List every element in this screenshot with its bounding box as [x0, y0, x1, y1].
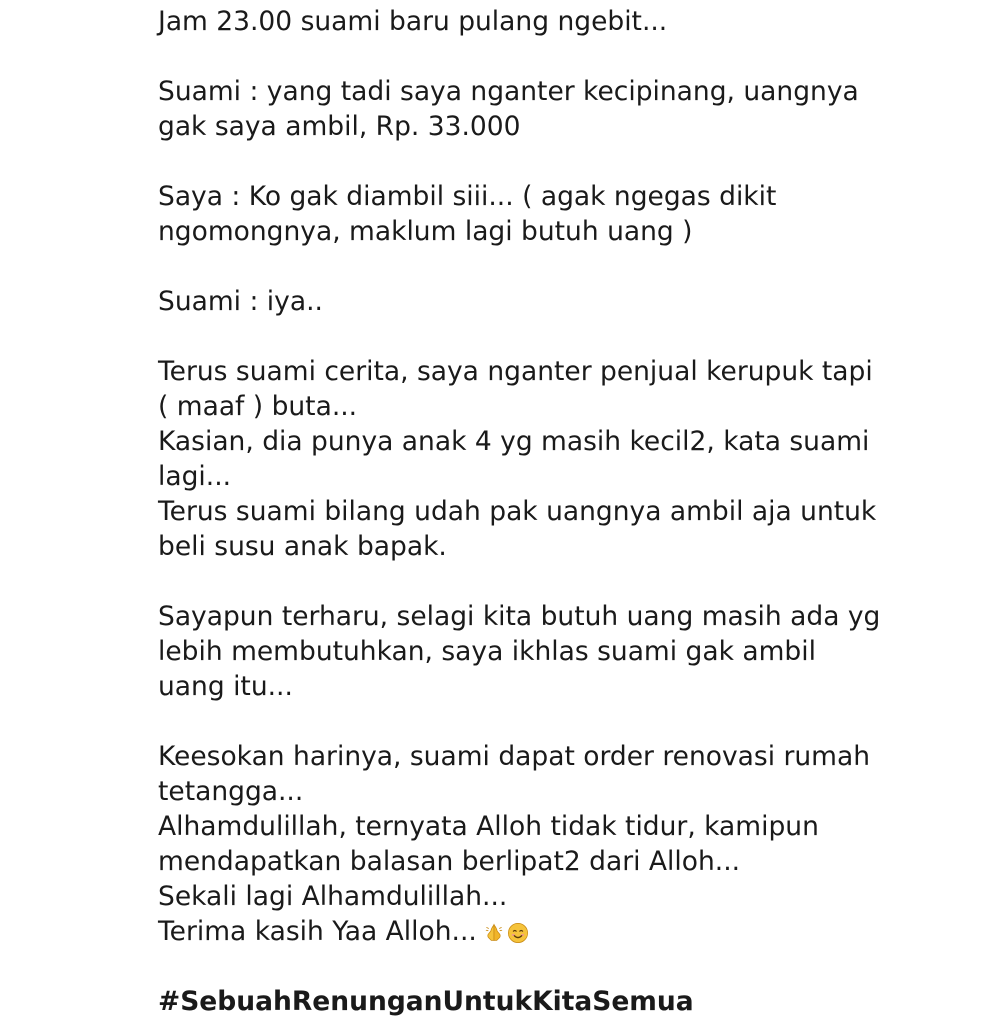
hashtag-text: #SebuahRenunganUntukKitaSemua: [158, 986, 694, 1017]
paragraph-husband-1: [158, 74, 859, 144]
text-line: ngomongnya, maklum lagi butuh uang ): [158, 216, 693, 247]
text-line: Sayapun terharu, selagi kita butuh uang masih ada yg: [158, 601, 881, 632]
text-line: Saya : Ko gak diambil siii... ( agak ngegas dikit: [158, 181, 777, 212]
hashtag[interactable]: [158, 984, 848, 1019]
text-line: lebih membutuhkan, saya ikhlas suami gak ambil: [158, 636, 816, 667]
text-line: lagi...: [158, 461, 232, 492]
paragraph-reflection: [158, 599, 881, 704]
paragraph-wife: [158, 179, 848, 249]
praying-hands-icon: [483, 922, 505, 944]
text-line: mendapatkan balasan berlipat2 dari Alloh...: [158, 846, 741, 877]
text-line: gak saya ambil, Rp. 33.000: [158, 111, 521, 142]
post-body: [158, 4, 881, 1019]
text-line: Terus suami cerita, saya nganter penjual kerupuk tapi: [158, 356, 873, 387]
text-line: Suami : iya..: [158, 286, 323, 317]
text-line: ( maaf ) buta...: [158, 391, 358, 422]
text-line: Alhamdulillah, ternyata Alloh tidak tidur, kamipun: [158, 811, 819, 842]
text-line: Sekali lagi Alhamdulillah...: [158, 881, 508, 912]
paragraph-intro: [158, 4, 848, 39]
text-line: Keesokan harinya, suami dapat order renovasi rumah: [158, 741, 871, 772]
text-line: uang itu...: [158, 671, 293, 702]
text-line: tetangga...: [158, 776, 304, 807]
text-line: Jam 23.00 suami baru pulang ngebit...: [158, 6, 668, 37]
paragraph-story: [158, 354, 877, 564]
text-line: beli susu anak bapak.: [158, 531, 447, 562]
text-line-with-emoji: [158, 914, 848, 949]
paragraph-ending: [158, 739, 871, 949]
text-line: Terima kasih Yaa Alloh...: [158, 916, 477, 947]
paragraph-husband-2: [158, 284, 848, 319]
text-line: Terus suami bilang udah pak uangnya ambil aja untuk: [158, 496, 877, 527]
text-line: Suami : yang tadi saya nganter kecipinang, uangnya: [158, 76, 859, 107]
smiling-face-icon: [507, 922, 529, 944]
text-line: Kasian, dia punya anak 4 yg masih kecil2, kata suami: [158, 426, 870, 457]
